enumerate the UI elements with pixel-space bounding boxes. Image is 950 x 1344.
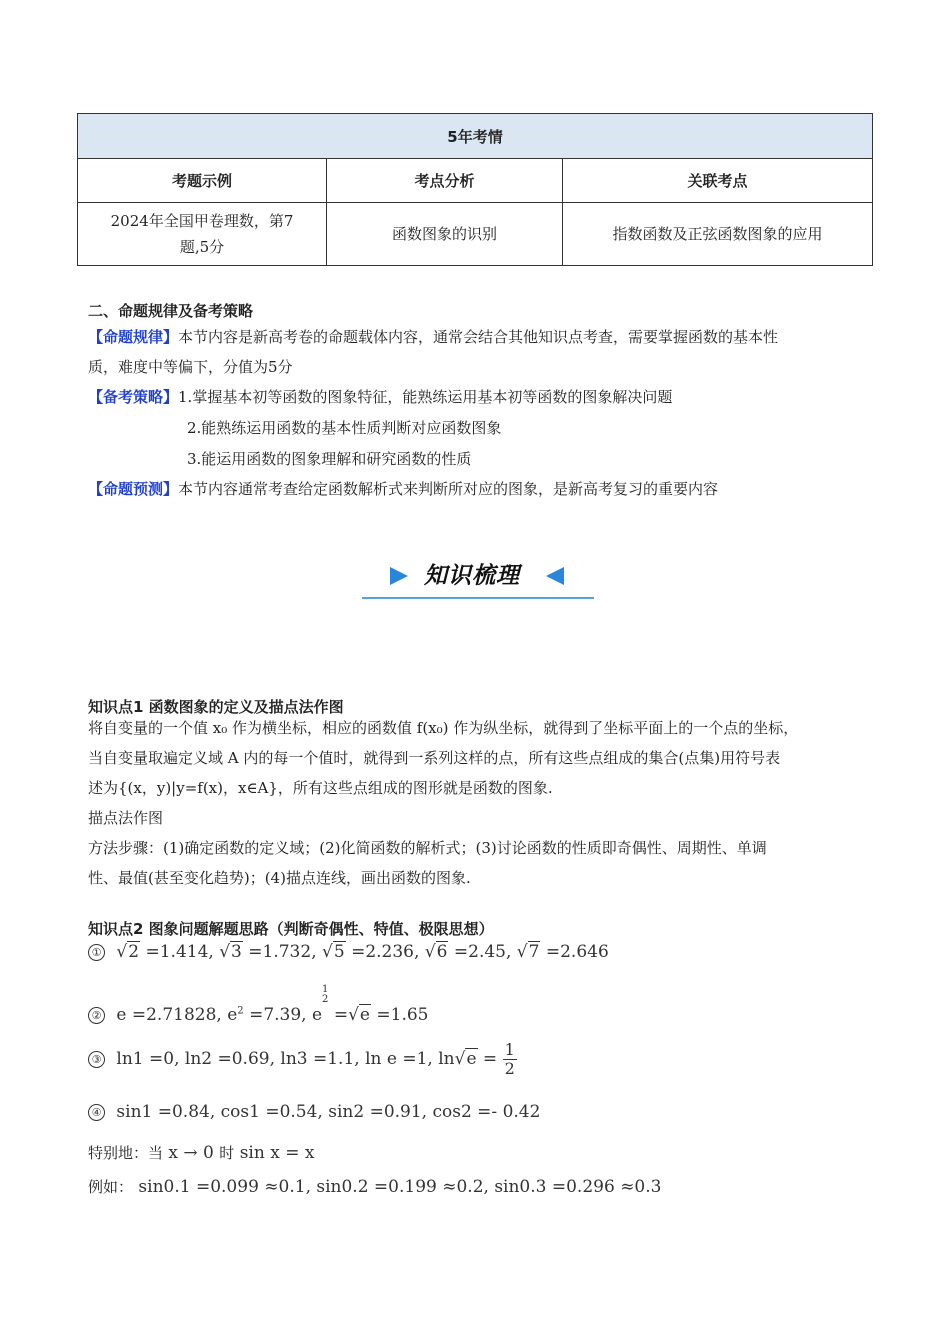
- rule-paragraph: 【命题规律】本节内容是新高考卷的命题载体内容，通常会结合其他知识点考查，需要掌握函数的基本性 质，难度中等偏下，分值为5分: [88, 328, 779, 376]
- strategy-paragraph: 【备考策略】1.掌握基本初等函数的图象特征，能熟练运用基本初等函数的图象解决问题 2.能熟练运用函数的基本性质判断对应函数图象 3.能运用函数的图象理解和研究函数的性质: [88, 388, 673, 468]
- exam-table: [77, 113, 873, 266]
- section-title: 二、命题规律及备考策略: [88, 302, 254, 320]
- column-header-example: 考题示例: [78, 159, 327, 203]
- kp1-title: 知识点1 函数图象的定义及描点法作图: [88, 698, 344, 716]
- column-header-related: 关联考点: [563, 159, 873, 203]
- banner-underline: [362, 597, 594, 599]
- cell-related: 指数函数及正弦函数图象的应用: [563, 203, 873, 266]
- formula-row-3: ③ ln1 =0, ln2 =0.69, ln3 =1.1, ln e =1, ln√e = $\frac{1}{2}$: [88, 1041, 517, 1078]
- formula-row-1: ① √2 =1.414, √3 =1.732, √5 =2.236, √6 =2.45, √7 =2.646: [88, 942, 609, 962]
- formula-row-4: ④ sin1 =0.84, cos1 =0.54, sin2 =0.91, cos2 =- 0.42: [88, 1102, 540, 1122]
- rule-tag: 【命题规律】: [88, 328, 179, 346]
- example-note: 例如： sin0.1 =0.099 ≈0.1, sin0.2 =0.199 ≈0.2, sin0.3 =0.296 ≈0.3: [88, 1177, 662, 1197]
- table-row: [78, 203, 873, 266]
- cell-analysis: 函数图象的识别: [327, 203, 563, 266]
- kp1-body: 将自变量的一个值 x₀ 作为横坐标，相应的函数值 f(x₀) 作为纵坐标，就得到了坐标平面上的一个点的坐标， 当自变量取遍定义域 A 内的每一个值时，就得到一系列这样的点，所有这些点组成的集合(点集)用符号表 述为{(x，y)|y=f(x)，x∈A}，所有这些点组成的图形就是函数的图象. 描点法作图 方法步骤：(1)确定函数的定义域；(2)化简函数的解析式；(3)讨论函数的性质即奇偶性、周期性、单调 性、最值(甚至变化趋势)；(4)描点连线，画出函数的图象.: [88, 719, 799, 887]
- knowledge-banner: [362, 555, 594, 599]
- strategy-tag: 【备考策略】: [88, 388, 179, 406]
- kp2-title: 知识点2 图象问题解题思路（判断奇偶性、特值、极限思想）: [88, 920, 494, 938]
- formula-row-2: ② e =2.71828, $e^2 =7.39$, e $^{1 2}$ =√e =1.65: [88, 985, 428, 1025]
- banner-title: 知识梳理: [424, 563, 520, 589]
- column-header-analysis: 考点分析: [327, 159, 563, 203]
- fraction-one-half: $\frac{1}{2}$: [504, 1040, 515, 1078]
- arrow-left-icon: [546, 567, 564, 585]
- forecast-tag: 【命题预测】: [88, 480, 179, 498]
- special-note: 特别地：当 x → 0 时 sin x = x: [88, 1143, 315, 1163]
- table-header: 5年考情: [78, 114, 873, 159]
- cell-example: 2024年全国甲卷理数，第7 题,5分: [78, 203, 327, 266]
- forecast-paragraph: 【命题预测】本节内容通常考查给定函数解析式来判断所对应的图象，是新高考复习的重要内容: [88, 480, 719, 498]
- arrow-right-icon: [390, 567, 408, 585]
